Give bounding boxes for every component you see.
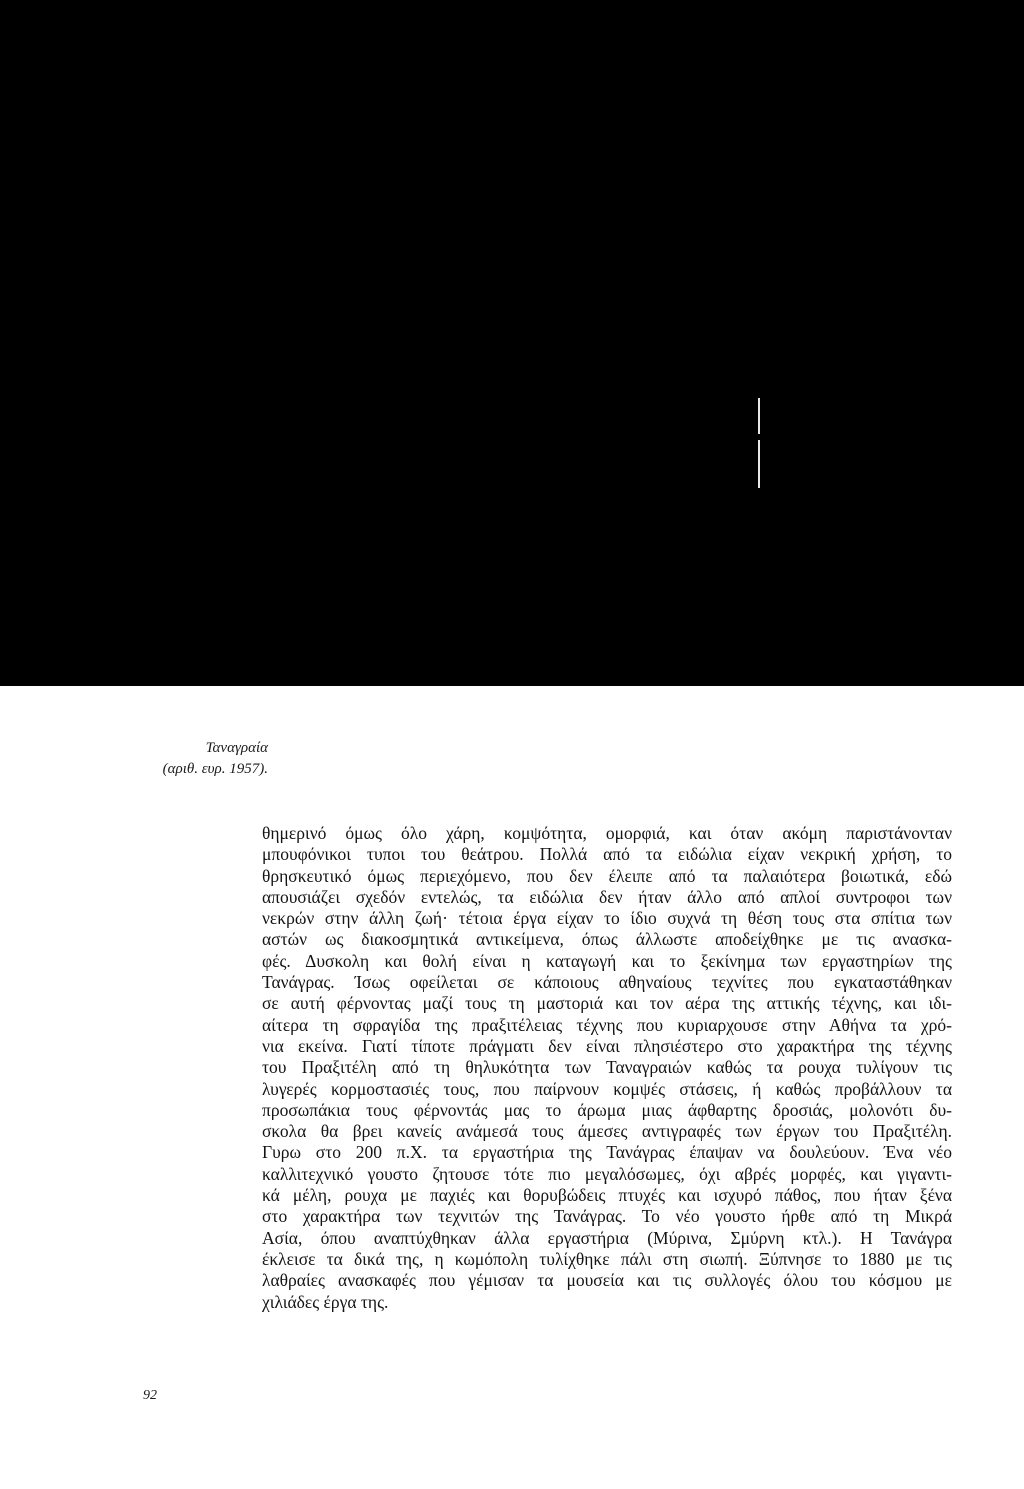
text-line: σε αυτή φέρνοντας μαζί τους τη μαστοριά και τον αέρα της αττικής τέχνης, και ιδι-: [262, 993, 952, 1014]
text-line: νεκρών στην άλλη ζωή· τέτοια έργα είχαν το ίδιο συχνά τη θέση τους στα σπίτια των: [262, 908, 952, 929]
text-line: καλλιτεχνικό γουστο ζητουσε τότε πιο μεγαλόσωμες, όχι αβρές μορφές, και γιγαντι-: [262, 1163, 952, 1184]
figurine-photograph: [0, 0, 1024, 686]
page-number: 92: [143, 1388, 157, 1403]
text-line: Ασία, όπου αναπτύχθηκαν άλλα εργαστήρια (Μύρινα, Σμύρνη κτλ.). Η Τανάγρα: [262, 1227, 952, 1248]
body-paragraph: [262, 823, 952, 1313]
text-line: Γυρω στο 200 π.Χ. τα εργαστήρια της Τανάγρας έπαψαν να δουλεύουν. Ένα νέο: [262, 1142, 952, 1163]
text-line: λαθραίες ανασκαφές που γέμισαν τα μουσεία και τις συλλογές όλου του κόσμου με: [262, 1270, 952, 1291]
text-line: αστών ως διακοσμητικά αντικείμενα, όπως άλλωστε αποδείχθηκε με τις ανασκα-: [262, 929, 952, 950]
text-line: έκλεισε τα δικά της, η κωμόπολη τυλίχθηκε πάλι στη σιωπή. Ξύπνησε το 1880 με τις: [262, 1248, 952, 1269]
text-line: χιλιάδες έργα της.: [262, 1291, 389, 1312]
text-line: Τανάγρας. Ίσως οφείλεται σε κάποιους αθηναίους τεχνίτες που εγκαταστάθηκαν: [262, 972, 952, 993]
text-line: απουσιάζει σχεδόν εντελώς, τα ειδώλια δεν ήταν άλλο από απλοί συντροφοι των: [262, 886, 952, 907]
caption-title: Ταναγραία: [205, 740, 268, 756]
text-line: προσωπάκια τους φέρνοντάς μας το άρωμα μιας άφθαρτης δροσιάς, μολονότι δυ-: [262, 1099, 952, 1120]
text-line: του Πραξιτέλη από τη θηλυκότητα των Ταναγραιών καθώς τα ρουχα τυλίγουν τις: [262, 1057, 952, 1078]
text-line: κά μέλη, ρουχα με παχιές και θορυβώδεις πτυχές και ισχυρό πάθος, που ήταν ξένα: [262, 1185, 952, 1206]
figure-caption: [128, 738, 268, 780]
text-line: σκολα θα βρει κανείς ανάμεσά τους άμεσες αντιγραφές των έργων του Πραξιτέλη.: [262, 1121, 952, 1142]
text-line: μπουφόνικοι τυποι του θεάτρου. Πολλά από τα ειδώλια είχαν νεκρική χρήση, το: [262, 844, 952, 865]
photo-scratch-mark: [758, 398, 760, 434]
text-line: λυγερές κορμοστασιές τους, που παίρνουν κομψές στάσεις, ή καθώς προβάλλουν τα: [262, 1078, 952, 1099]
text-line: θημερινό όμως όλο χάρη, κομψότητα, ομορφιά, και όταν ακόμη παριστάνονταν: [262, 823, 952, 843]
text-line: νια εκείνα. Γιατί τίποτε πράγματι δεν είναι πλησιέστερο στο χαρακτήρα της τέχνης: [262, 1035, 952, 1056]
photo-scratch-mark: [758, 440, 760, 488]
text-line: θρησκευτικό όμως περιεχόμενο, που δεν έλειπε από τα παλαιότερα βοιωτικά, εδώ: [262, 865, 952, 886]
text-line: στο χαρακτήρα των τεχνιτών της Τανάγρας. Το νέο γουστο ήρθε από τη Μικρά: [262, 1206, 952, 1227]
caption-reference: (αριθ. ευρ. 1957).: [162, 761, 268, 777]
text-line: φές. Δυσκολη και θολή είναι η καταγωγή και το ξεκίνημα των εργαστηρίων της: [262, 950, 952, 971]
text-line: αίτερα τη σφραγίδα της πραξιτέλειας τέχνης που κυριαρχουσε στην Αθήνα τα χρό-: [262, 1014, 952, 1035]
